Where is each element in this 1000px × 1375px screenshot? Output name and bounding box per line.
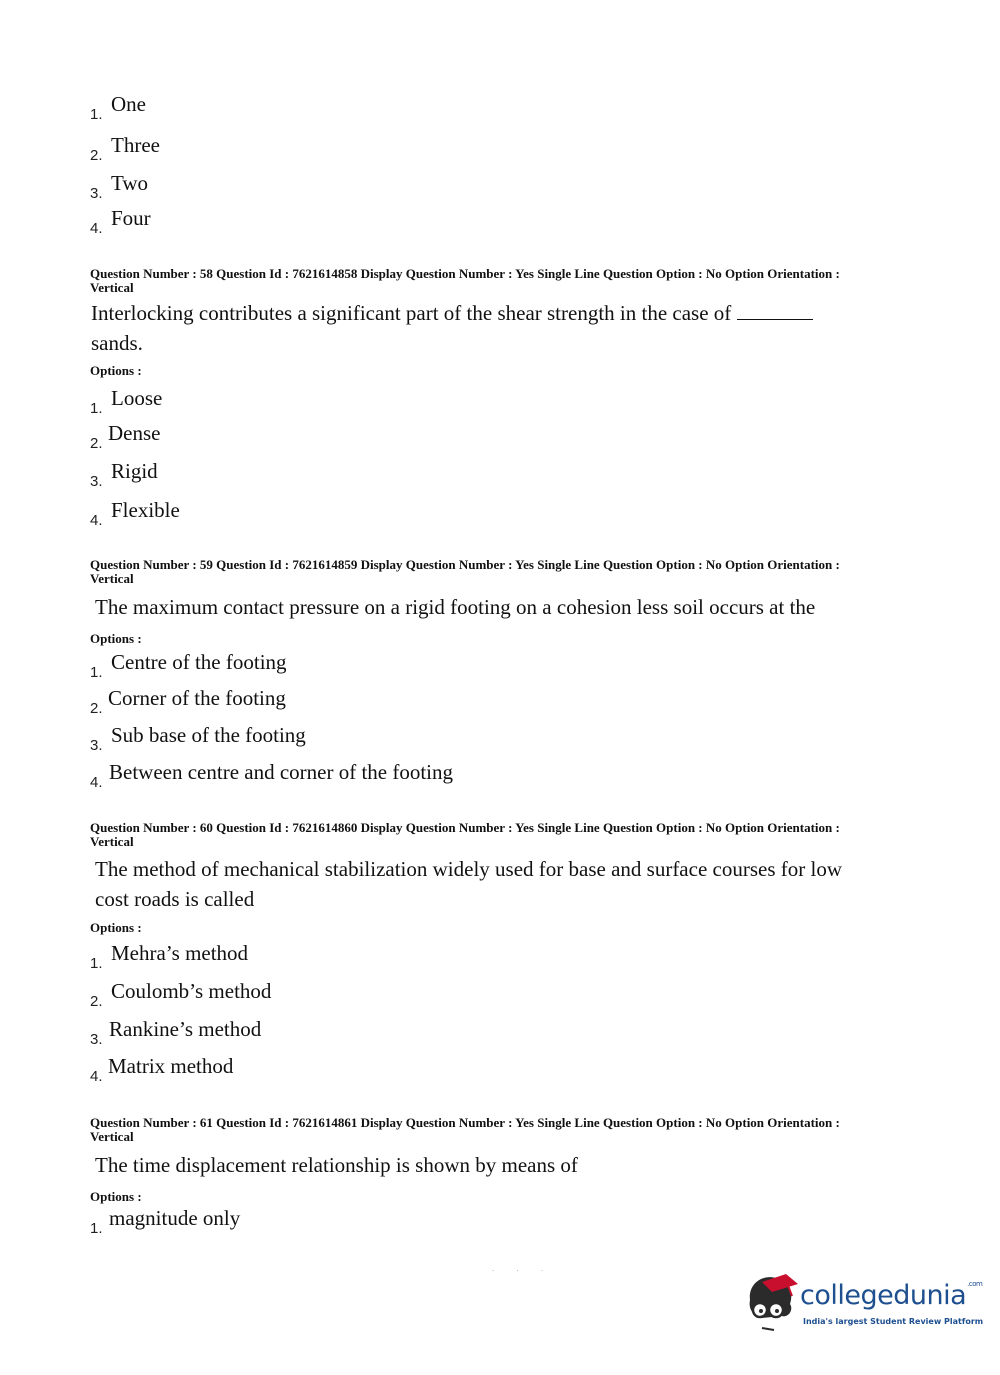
option-number: 1. [90, 400, 103, 417]
mascot-logo-icon [742, 1270, 800, 1336]
options-label: Options : [90, 920, 142, 935]
option-text: Three [111, 133, 160, 157]
option-number: 1. [90, 106, 103, 123]
question-text: The maximum contact pressure on a rigid footing on a cohesion less soil occurs at the [95, 595, 816, 619]
collegedunia-watermark [742, 1268, 984, 1340]
options-label: Options : [90, 631, 142, 646]
option-number: 3. [90, 737, 103, 754]
option-text: Coulomb’s method [111, 979, 272, 1003]
option-number: 2. [90, 993, 103, 1010]
option-number: 3. [90, 185, 103, 202]
option-text: Loose [111, 386, 163, 410]
question-header: Question Number : 60 Question Id : 7621614860 Display Question Number : Yes Single Line Question Option : No Option Orientation : Vertical [90, 820, 840, 849]
option-text: Two [111, 171, 149, 195]
option-text: Centre of the footing [111, 650, 287, 674]
brand-suffix: .com [967, 1280, 983, 1288]
scan-artifact-dots: . . . [492, 1264, 554, 1273]
option-text: Between centre and corner of the footing [109, 760, 454, 784]
option-number: 4. [90, 1068, 103, 1085]
brand-text: collegedunia [800, 1280, 967, 1311]
option-number: 3. [90, 1031, 103, 1048]
option-number: 1. [90, 664, 103, 681]
option-text: Rankine’s method [109, 1017, 262, 1041]
question-text: The time displacement relationship is shown by means of [95, 1153, 578, 1177]
option-number: 2. [90, 700, 103, 717]
option-text: Corner of the footing [108, 686, 286, 710]
option-number: 1. [90, 1220, 103, 1237]
question-text: The method of mechanical stabilization widely used for base and surface courses for low cost roads is called [95, 857, 842, 911]
option-number: 4. [90, 220, 103, 237]
option-number: 2. [90, 435, 103, 452]
brand-name [800, 1280, 982, 1311]
option-number: 2. [90, 147, 103, 164]
brand-tagline: India's largest Student Review Platform [803, 1317, 984, 1326]
option-text: Sub base of the footing [111, 723, 306, 747]
option-number: 4. [90, 774, 103, 791]
option-text: magnitude only [109, 1206, 241, 1230]
options-label: Options : [90, 1189, 142, 1204]
question-text [91, 298, 871, 358]
option-text: Rigid [111, 459, 158, 483]
option-text: Mehra’s method [111, 941, 249, 965]
answer-blank [737, 301, 813, 320]
question-text-part: Interlocking contributes a significant part of the shear strength in the case of [91, 301, 732, 325]
option-text: Dense [108, 421, 161, 445]
option-text: Matrix method [108, 1054, 234, 1078]
question-header: Question Number : 58 Question Id : 7621614858 Display Question Number : Yes Single Line Question Option : No Option Orientation : Vertical [90, 266, 840, 295]
question-text-part: sands. [91, 331, 143, 355]
question-header: Question Number : 59 Question Id : 7621614859 Display Question Number : Yes Single Line Question Option : No Option Orientation : Vertical [90, 557, 840, 586]
option-text: One [111, 92, 146, 116]
option-number: 3. [90, 473, 103, 490]
options-label: Options : [90, 363, 142, 378]
question-header: Question Number : 61 Question Id : 7621614861 Display Question Number : Yes Single Line Question Option : No Option Orientation : Vertical [90, 1115, 840, 1144]
option-number: 1. [90, 955, 103, 972]
option-text: Flexible [111, 498, 180, 522]
option-number: 4. [90, 512, 103, 529]
option-text: Four [111, 206, 151, 230]
